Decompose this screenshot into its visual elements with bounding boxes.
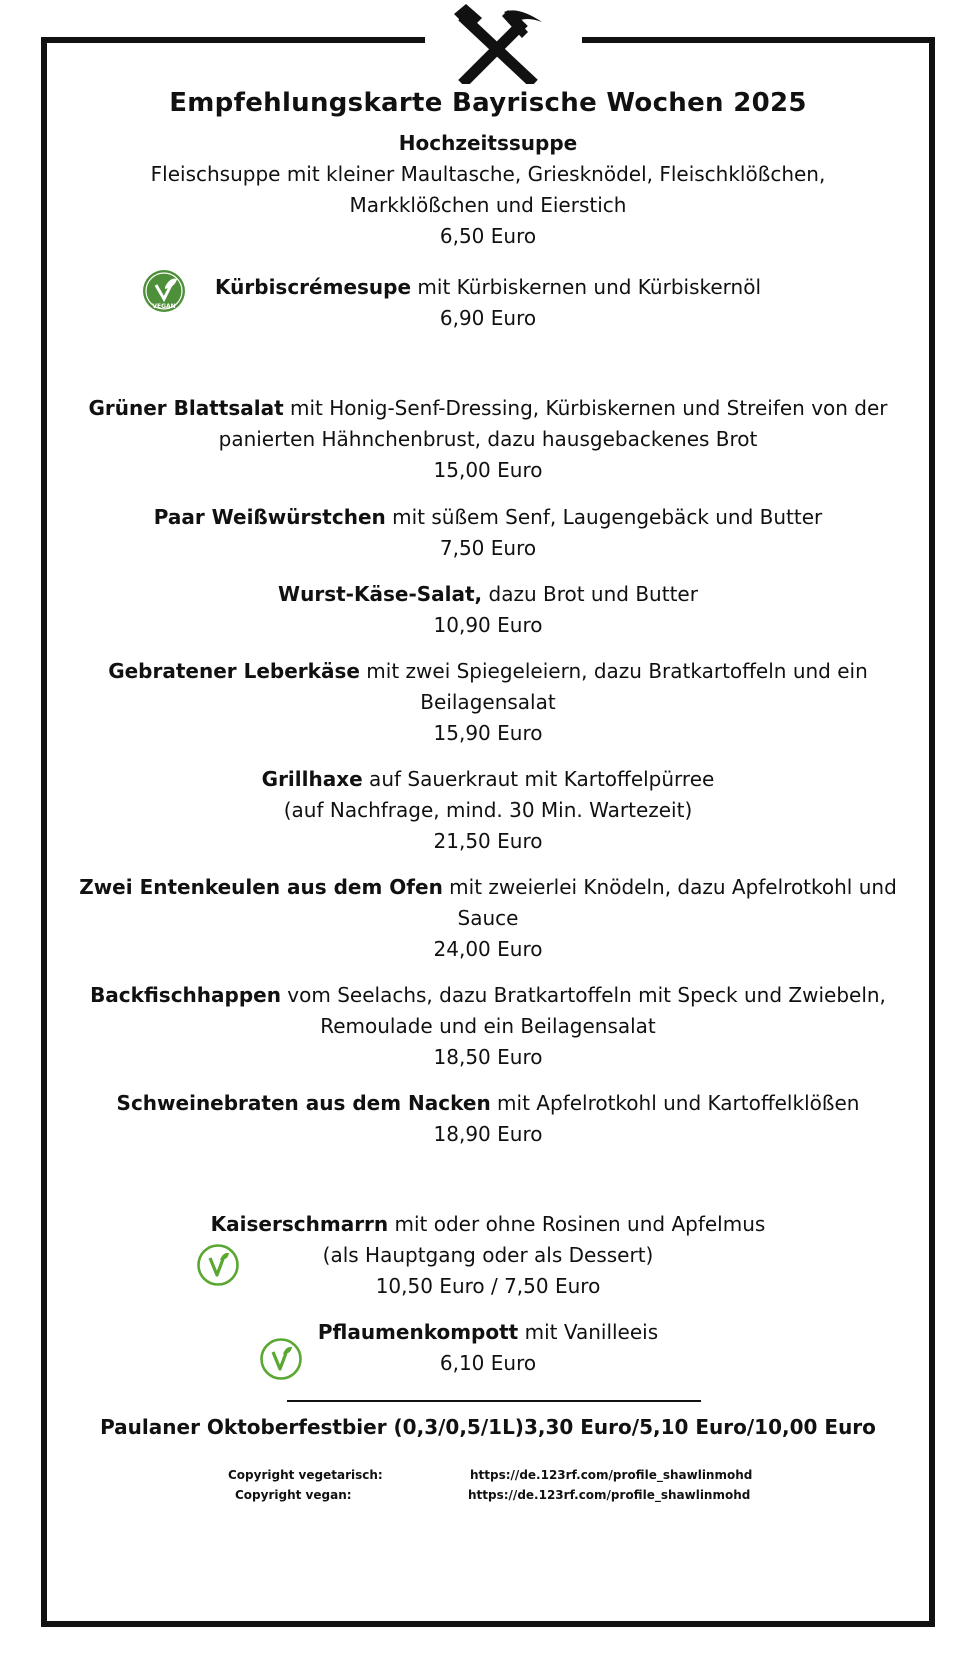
item-price: 15,90 Euro (433, 721, 543, 745)
beer-offer: Paulaner Oktoberfestbier (0,3/0,5/1L)3,30 Euro/5,10 Euro/10,00 Euro (100, 1415, 876, 1439)
menu-item-kaiserschmarrn (41, 1209, 935, 1302)
divider (287, 1400, 701, 1402)
item-description: mit oder ohne Rosinen und Apfelmus (388, 1212, 766, 1236)
item-name: Hochzeitssuppe (398, 131, 578, 155)
item-description: dazu Brot und Butter (482, 582, 698, 606)
credit-label-vegan: Copyright vegan: (235, 1488, 352, 1502)
item-description: (auf Nachfrage, mind. 30 Min. Wartezeit) (283, 798, 693, 822)
item-description: Sauce (457, 906, 519, 930)
credit-url-vegetarian[interactable]: https://de.123rf.com/profile_shawlinmohd (470, 1468, 753, 1482)
item-price: 21,50 Euro (433, 829, 543, 853)
menu-item-kuerbiscremesuppe (41, 272, 935, 334)
item-price: 15,00 Euro (433, 458, 543, 482)
item-description: (als Hauptgang oder als Dessert) (322, 1243, 654, 1267)
item-description: mit zweierlei Knödeln, dazu Apfelrotkohl und (442, 875, 897, 899)
item-price: 18,50 Euro (433, 1045, 543, 1069)
menu-item-wurst-kaese-salat (41, 579, 935, 641)
item-description: mit Honig-Senf-Dressing, Kürbiskernen und Streifen von der (283, 396, 888, 420)
item-price: 10,50 Euro / 7,50 Euro (375, 1274, 601, 1298)
item-name: Kürbiscrémesupe (215, 275, 412, 299)
item-description: mit Vanilleeis (518, 1320, 659, 1344)
item-description: Beilagensalat (420, 690, 556, 714)
item-name: Zwei Entenkeulen aus dem Ofen (79, 875, 443, 899)
item-description: vom Seelachs, dazu Bratkartoffeln mit Speck und Zwiebeln, (280, 983, 886, 1007)
menu-item-grillhaxe (41, 764, 935, 857)
menu-item-blattsalat (41, 393, 935, 486)
item-price: 24,00 Euro (433, 937, 543, 961)
menu-item-backfischhappen (41, 980, 935, 1073)
item-name: Grüner Blattsalat (88, 396, 284, 420)
item-description: panierten Hähnchenbrust, dazu hausgebackenes Brot (218, 427, 758, 451)
menu-item-entenkeulen (41, 872, 935, 965)
item-description: Markklößchen und Eierstich (349, 193, 627, 217)
item-description: mit Apfelrotkohl und Kartoffelklößen (490, 1091, 860, 1115)
credit-url-vegan[interactable]: https://de.123rf.com/profile_shawlinmohd (468, 1488, 751, 1502)
item-name: Schweinebraten aus dem Nacken (116, 1091, 491, 1115)
hammer-and-pick-icon (452, 4, 546, 84)
item-description: mit süßem Senf, Laugengebäck und Butter (385, 505, 823, 529)
item-price: 6,50 Euro (439, 224, 537, 248)
menu-item-leberkaese (41, 656, 935, 749)
vegan-badge-text: VEGAN (152, 303, 176, 310)
item-name: Grillhaxe (261, 767, 363, 791)
item-price: 10,90 Euro (433, 613, 543, 637)
item-name: Gebratener Leberkäse (108, 659, 360, 683)
item-price: 18,90 Euro (433, 1122, 543, 1146)
item-name: Paar Weißwürstchen (153, 505, 386, 529)
item-name: Pflaumenkompott (317, 1320, 519, 1344)
menu-item-weisswuerstchen (41, 502, 935, 564)
credit-label-vegetarian: Copyright vegetarisch: (228, 1468, 383, 1482)
item-name: Kaiserschmarrn (210, 1212, 389, 1236)
item-description: mit zwei Spiegeleiern, dazu Bratkartoffeln und ein (359, 659, 868, 683)
item-price: 6,10 Euro (439, 1351, 537, 1375)
item-description: Remoulade und ein Beilagensalat (320, 1014, 656, 1038)
menu-item-hochzeitssuppe (41, 128, 935, 252)
item-description: Fleischsuppe mit kleiner Maultasche, Griesknödel, Fleischklößchen, (150, 162, 826, 186)
menu-item-schweinebraten (41, 1088, 935, 1150)
menu-item-pflaumenkompott (41, 1317, 935, 1379)
item-description: auf Sauerkraut mit Kartoffelpürree (362, 767, 715, 791)
item-description: mit Kürbiskernen und Kürbiskernöl (411, 275, 761, 299)
item-name: Wurst-Käse-Salat, (278, 582, 483, 606)
item-price: 7,50 Euro (439, 536, 537, 560)
menu-title: Empfehlungskarte Bayrische Wochen 2025 (169, 88, 807, 118)
item-price: 6,90 Euro (439, 306, 537, 330)
item-name: Backfischhappen (90, 983, 281, 1007)
